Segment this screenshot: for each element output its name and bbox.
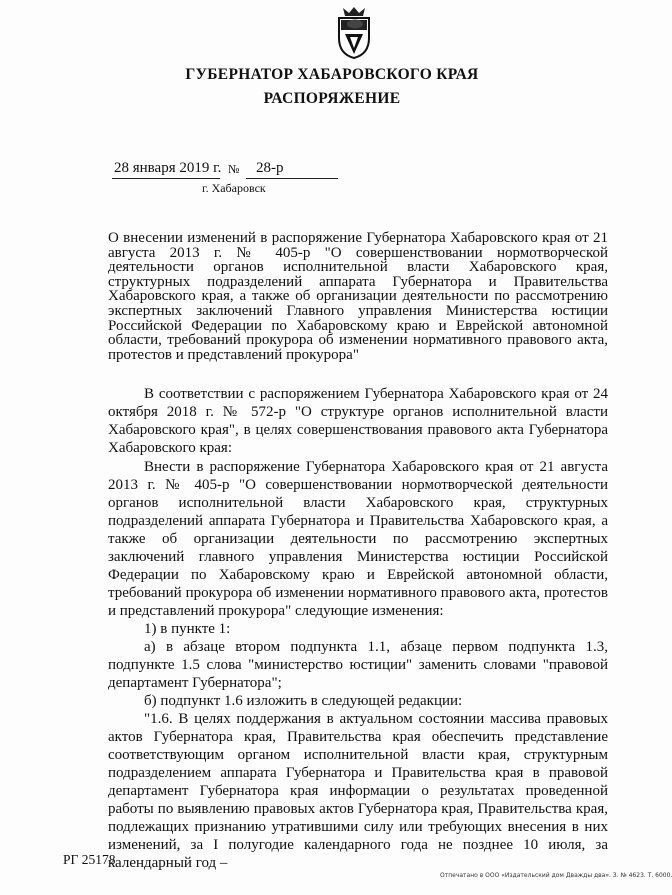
body-paragraph: а) в абзаце втором подпункта 1.1, абзаце первом подпункта 1.3, подпункте 1.5 слова "министерство юстиции" заменить словами "правовой департамент Губернатора"; — [108, 639, 608, 691]
body-paragraph: Внести в распоряжение Губернатора Хабаровского края от 21 августа 2013 г. № 405-р "О совершенствовании нормотворческой деятельности органов исполнительной власти Хабаровского края, структурных подразделений аппарата Губернатора и Правительства Хабаровского края, а также об организации деятельности по рассмотрению экспертных заключений главного управления Министерства юстиции Российской Федерации по Хабаровскому краю и Еврейской автономной области, требований прокурора об изменении нормативного правового акта, протестов и представлений прокурора" следующие изменения: — [108, 459, 608, 619]
coat-of-arms-emblem — [333, 4, 375, 60]
document-subject: О внесении изменений в распоряжение Губернатора Хабаровского края от 21 августа 2013 г. № 405-р "О совершенствовании нормотворческой деятельности органов исполнительной власти Хабаровского края, структурных подразделений аппарата Губернатора и Правительства Хабаровского края, а также об организации деятельности по рассмотрению экспертных заключений Главного управления Министерства юстиции Российской Федерации по Хабаровскому краю и Еврейской автономной области, требований прокурора об изменении нормативного правового акта, протестов и представлений прокурора" — [108, 230, 608, 363]
document-type-title: РАСПОРЯЖЕНИЕ — [263, 90, 401, 107]
date-underline — [112, 178, 220, 179]
number-label: № — [228, 162, 240, 176]
document-number: 28-р — [256, 160, 284, 176]
number-underline — [246, 178, 338, 179]
document-date: 28 января 2019 г. — [114, 160, 222, 176]
body-paragraph: В соответствии с распоряжением Губернатора Хабаровского края от 24 октября 2018 г. № 572-р "О структуре органов исполнительной власти Хабаровского края", в целях совершенствования правового акта Губернатора Хабаровского края: — [108, 386, 608, 456]
body-paragraph: 1) в пункте 1: — [144, 621, 231, 637]
document-place: г. Хабаровск — [202, 181, 266, 195]
printer-imprint: Отпечатано в ООО «Издательский дом Дважды два». З. № 4623. Т. 6000. — [440, 872, 672, 879]
document-body — [108, 385, 608, 872]
date-number-row — [112, 160, 352, 180]
registration-code: РГ 25178 — [63, 852, 116, 867]
authority-title: ГУБЕРНАТОР ХАБАРОВСКОГО КРАЯ — [185, 66, 479, 83]
body-paragraph: б) подпункт 1.6 изложить в следующей редакции: — [144, 693, 463, 709]
body-paragraph: "1.6. В целях поддержания в актуальном состоянии массива правовых актов Губернатора края, Правительства края обеспечить представление соответствующим органом исполнительной власти края, структурным подразделением аппарата Губернатора и Правительства края в правовой департамент Губернатора края информации о результатах проведенной работы по выявлению правовых актов Губернатора края, Правительства края, подлежащих признанию утратившими силу или требующих внесения в них изменений, за I полугодие календарного года не позднее 10 июля, за календарный год – — [108, 711, 608, 871]
